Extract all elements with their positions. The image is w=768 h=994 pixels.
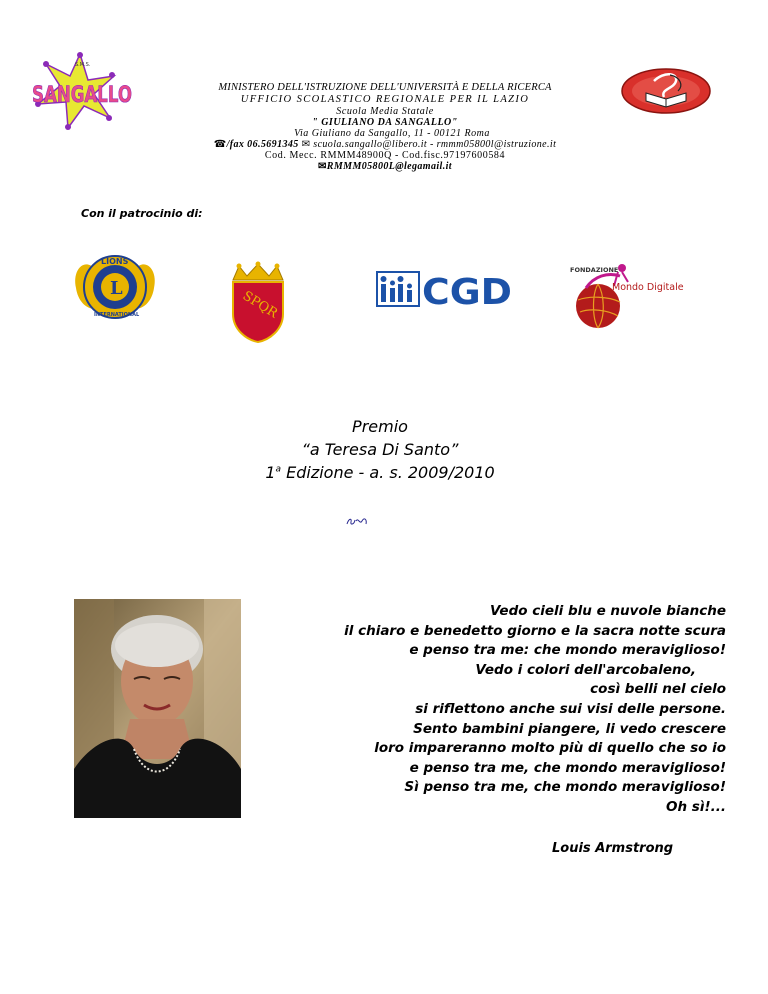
school-header (180, 82, 590, 172)
address-line: Via Giuliano da Sangallo, 11 - 00121 Roma (294, 128, 490, 139)
phone-fax: /fax 06.5691345 (226, 139, 299, 150)
mail-icon: ✉ (301, 139, 311, 150)
spqr-text: SPQR (239, 288, 281, 322)
poem-line: Sì penso tra me, che mondo meraviglioso! (404, 779, 726, 796)
svg-text:L: L (110, 278, 123, 299)
poem-line: Vedo cieli blu e nuvole bianche (489, 603, 726, 619)
school-logo-text: SANGALLO (32, 83, 132, 108)
portrait-photo (74, 599, 241, 818)
poem-author: Louis Armstrong (552, 841, 674, 856)
poem (306, 602, 726, 818)
poem-line: Sento bambini piangere, li vedo crescere (413, 720, 726, 737)
cgd-logo-text: CGD (422, 272, 512, 313)
school-type-line: Scuola Media Statale (336, 106, 434, 117)
poem-line: loro impareranno molto più di quello che so io (374, 740, 726, 757)
poem-line: Vedo i colori dell'arcobaleno, (475, 661, 696, 678)
office-line: UFFICIO SCOLASTICO REGIONALE PER IL LAZIO (240, 94, 530, 105)
contact-line (180, 139, 590, 150)
edition-ordinal: a (275, 464, 282, 475)
lions-club-logo (70, 250, 160, 324)
roma-spqr-logo (225, 262, 291, 344)
school-name-line: " GIULIANO DA SANGALLO" (312, 117, 458, 128)
ornament-divider-icon (346, 516, 368, 526)
award-title: Premio (352, 417, 408, 436)
fondazione-name: Mondo Digitale (612, 282, 684, 293)
pec-line (180, 161, 590, 172)
pec-address: RMMM05800L@legamail.it (326, 161, 452, 172)
award-dedication: “a Teresa Di Santo” (301, 440, 459, 459)
ministry-line: MINISTERO DELL'ISTRUZIONE DELL'UNIVERSITÀ E DELLA RICERCA (218, 82, 552, 93)
edition-year: Edizione - a. s. 2009/2010 (281, 463, 495, 482)
cgd-logo (376, 270, 514, 313)
poem-line: così belli nel cielo (590, 681, 726, 698)
poem-line: Oh sì!... (666, 798, 726, 815)
sponsorship-label: Con il patrocinio di: (81, 207, 203, 220)
edition-number: 1 (265, 463, 276, 482)
award-edition (200, 463, 560, 482)
mail-icon: ✉ (318, 161, 327, 172)
sangallo-school-logo (28, 52, 136, 130)
lions-logo-text: LIONS (101, 257, 129, 266)
fondazione-label: FONDAZIONE (570, 266, 619, 274)
fondazione-mondo-digitale-logo (568, 258, 684, 332)
school-logo-small-text: S.M.S. (75, 62, 91, 68)
codes-line: Cod. Mecc. RMMM48900Q - Cod.fisc.97197600584 (264, 150, 506, 161)
lions-intl-text: INTERNATIONAL (94, 312, 140, 318)
school-emblem-logo (620, 67, 712, 115)
phone-icon: ☎ (213, 139, 227, 150)
poem-line: si riflettono anche sui visi delle persone. (415, 700, 726, 717)
poem-line: e penso tra me, che mondo meraviglioso! (409, 759, 726, 776)
email-addresses: scuola.sangallo@libero.it - rmmm05800l@istruzione.it (313, 139, 557, 150)
poem-line: e penso tra me: che mondo meraviglioso! (409, 642, 726, 659)
poem-line: il chiaro e benedetto giorno e la sacra notte scura (344, 622, 726, 639)
